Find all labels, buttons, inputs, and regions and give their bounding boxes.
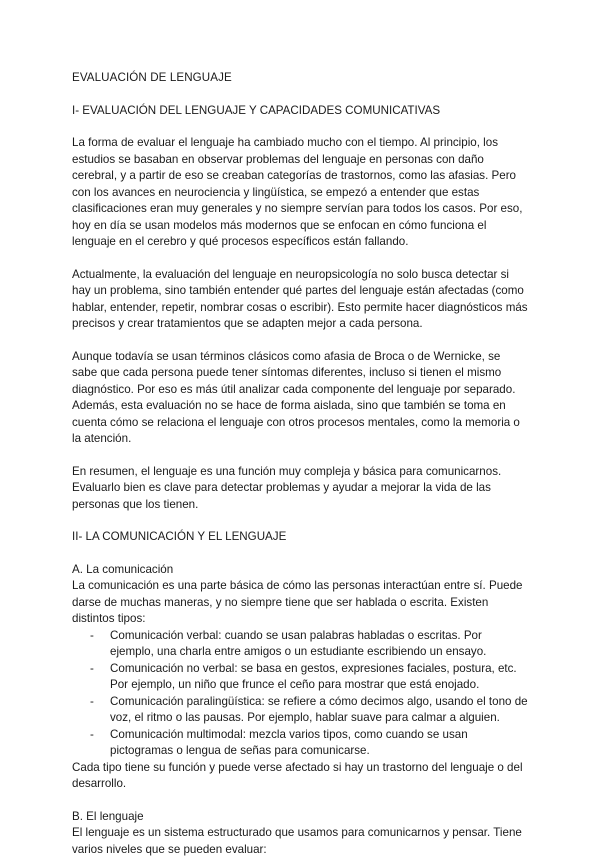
bullet-dash: - — [90, 661, 94, 675]
bullet-dash: - — [90, 694, 94, 708]
list-item-text: Comunicación no verbal: se basa en gestos, expresiones faciales, postura, etc. Por ejemplo, un niño que frunce el ceño para mostrar que está enojado. — [110, 661, 517, 691]
subsection-a-heading: A. La comunicación — [72, 562, 174, 576]
subsection-a-intro: La comunicación es una parte básica de cómo las personas interactúan entre sí. Puede darse de muchas maneras, y no siempre tiene que ser hablada o escrita. Existen distintos tipos: — [72, 579, 523, 625]
list-item — [90, 628, 528, 661]
bullet-dash: - — [90, 628, 94, 642]
section-1-paragraph-4: En resumen, el lenguaje es una función muy compleja y básica para comunicarnos. Evaluarlo bien es clave para detectar problemas y ayudar a mejorar la vida de las personas que los tienen. — [72, 464, 502, 511]
subsection-b-heading: B. El lenguaje — [72, 809, 144, 823]
bullet-dash: - — [90, 727, 94, 741]
section-1-paragraph-3: Aunque todavía se usan términos clásicos como afasia de Broca o de Wernicke, se sabe que cada persona puede tener síntomas diferentes, incluso si tienen el mismo diagnóstico. Por eso es más útil analizar cada componente del lenguaje por separado. Además, esta evaluación no se hace de forma aislada, sino que también se toma en cuenta cómo se relaciona el lenguaje con otros procesos mentales, como la memoria o la atención. — [72, 349, 520, 445]
communication-types-list — [72, 628, 528, 760]
list-item-text: Comunicación verbal: cuando se usan palabras habladas o escritas. Por ejemplo, una charla entre amigos o un estudiante escribiendo un ensayo. — [110, 628, 487, 658]
section-1-heading: I- EVALUACIÓN DEL LENGUAJE Y CAPACIDADES COMUNICATIVAS — [72, 103, 441, 117]
list-item — [90, 727, 528, 760]
subsection-b-intro: El lenguaje es un sistema estructurado que usamos para comunicarnos y pensar. Tiene varios niveles que se pueden evaluar: — [72, 826, 522, 856]
section-1-paragraph-2: Actualmente, la evaluación del lenguaje en neuropsicología no solo busca detectar si hay un problema, sino también entender qué partes del lenguaje están afectadas (como hablar, entender, repetir, nombrar cosas o escribir). Esto permite hacer diagnósticos más precisos y crear tratamientos que se adapten mejor a cada persona. — [72, 267, 528, 330]
subsection-a-closing: Cada tipo tiene su función y puede verse afectado si hay un trastorno del lenguaje o del desarrollo. — [72, 760, 523, 790]
list-item — [90, 661, 528, 694]
section-1-paragraph-1: La forma de evaluar el lenguaje ha cambiado mucho con el tiempo. Al principio, los estudios se basaban en observar problemas del lenguaje en personas con daño cerebral, y a partir de eso se creaban categorías de trastornos, como las afasias. Pero con los avances en neurociencia y lingüística, se empezó a entender que estas clasificaciones eran muy generales y no siempre servían para todos los casos. Por eso, hoy en día se usan modelos más modernos que se enfocan en cómo funciona el lenguaje en el cerebro y qué procesos específicos están fallando. — [72, 136, 523, 248]
list-item — [90, 694, 528, 727]
document-title: EVALUACIÓN DE LENGUAJE — [72, 71, 232, 84]
list-item-text: Comunicación multimodal: mezcla varios tipos, como cuando se usan pictogramas o lengua de señas para comunicarse. — [110, 727, 468, 757]
section-2-heading: II- LA COMUNICACIÓN Y EL LENGUAJE — [72, 530, 287, 543]
list-item-text: Comunicación paralingüística: se refiere a cómo decimos algo, usando el tono de voz, el ritmo o las pausas. Por ejemplo, hablar suave para calmar a alguien. — [110, 694, 528, 724]
